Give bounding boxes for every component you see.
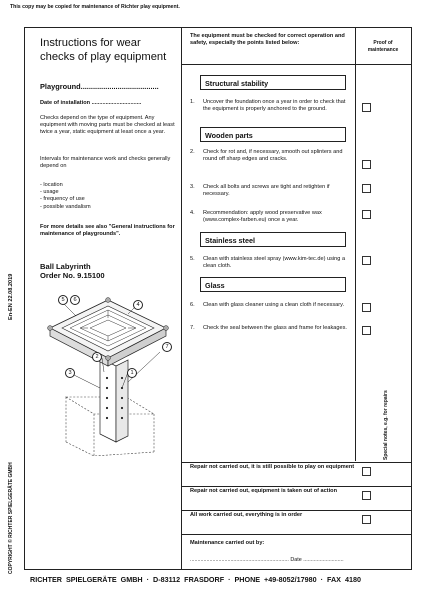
item-number: 6. (190, 302, 195, 308)
repair2-checkbox[interactable] (362, 491, 371, 500)
all-work-done: All work carried out, everything is in order (190, 512, 303, 518)
maintenance-carried-out-by: Maintenance carried out by: (190, 540, 265, 546)
bullet-item: - frequency of use (40, 196, 85, 203)
header-divider (181, 64, 411, 65)
bullet-list (40, 182, 178, 211)
callout-5: 5 (58, 295, 68, 305)
copyright-text: COPYRIGHT © RICHTER SPIELGERÄTE GMBH (8, 462, 14, 574)
bullet-item: - possible vandalism (40, 203, 91, 210)
repair-not-carried-out-of-action: Repair not carried out, equipment is taken out of action (190, 488, 338, 494)
company-footer: RICHTER SPIELGERÄTE GMBH · D-83112 FRASDORF · PHONE +49-8052/17980 · FAX 4180 (30, 575, 361, 584)
ball-labyrinth-drawing (36, 292, 184, 456)
order-number: Order No. 9.15100 (40, 271, 105, 281)
bottom-divider-3 (181, 510, 411, 511)
product-info (40, 262, 178, 281)
checks-depend-text: Checks depend on the type of equipment. Any equipment with moving parts must be checked at least twice a year, static equipment at least once a year. (40, 115, 175, 136)
document-date: En-EN 22.08.2019 (8, 273, 14, 320)
item-number: 1. (190, 99, 195, 105)
item-text: Clean with stainless steel spray (www.kim-tec.de) using a clean cloth. (203, 256, 346, 269)
item-text: Check for rot and, if necessary, smooth out splinters and round off sharp edges and cracks. (203, 149, 343, 162)
done-checkbox[interactable] (362, 515, 371, 524)
section-stainless-steel: Stainless steel (200, 232, 346, 247)
header-text: The equipment must be checked for correct operation and safety, especially the points listed below: (190, 33, 345, 47)
proof-checkbox-2[interactable] (362, 160, 371, 169)
proof-checkbox-3[interactable] (362, 184, 371, 193)
item-number: 2. (190, 149, 195, 155)
bottom-divider-1 (181, 462, 411, 463)
proof-checkbox-4[interactable] (362, 210, 371, 219)
intervals-text: Intervals for maintenance work and checks generally depend on (40, 156, 171, 170)
copy-note: This copy may be copied for maintenance of Richter play equipment. (10, 4, 180, 10)
product-name: Ball Labyrinth (40, 262, 91, 271)
proof-label: Proof of maintenance (367, 40, 399, 53)
bullet-item: - usage (40, 189, 59, 196)
callout-7: 7 (162, 342, 172, 352)
item-text: Uncover the foundation once a year in order to check that the equipment is properly anchored to the ground. (203, 99, 346, 112)
bottom-divider-2 (181, 486, 411, 487)
item-number: 7. (190, 325, 195, 331)
title-line-2: checks of play equipment (40, 51, 167, 63)
section-glass: Glass (200, 277, 346, 292)
item-text: Check the seal between the glass and frame for leakages. (203, 325, 347, 331)
section-structural-stability: Structural stability (200, 75, 346, 90)
proof-column-divider (355, 28, 356, 461)
callout-6: 6 (70, 295, 80, 305)
date-installation-field[interactable]: Date of installation ................................ (40, 100, 142, 106)
section-wooden-parts: Wooden parts (200, 127, 346, 142)
bottom-divider-4 (181, 534, 411, 535)
item-number: 3. (190, 184, 195, 190)
item-text: Check all bolts and screws are tight and retighten if necessary. (203, 184, 330, 197)
repair-not-carried-playable: Repair not carried out, it is still possible to play on equipment (190, 464, 355, 470)
callout-1: 1 (127, 368, 137, 378)
item-text: Recommendation: apply wood preservative wax (www.complex-farben.eu) once a year. (203, 210, 322, 223)
signature-date-line[interactable]: .................................................................. Date ........................... (190, 557, 344, 563)
playground-field[interactable]: Playground...................................... (40, 82, 159, 91)
bullet-item: - location (40, 182, 63, 188)
proof-checkbox-6[interactable] (362, 303, 371, 312)
callout-4: 4 (133, 300, 143, 310)
proof-checkbox-5[interactable] (362, 256, 371, 265)
proof-checkbox-1[interactable] (362, 103, 371, 112)
special-notes-label: Special notes, e.g. for repairs (383, 390, 389, 460)
item-number: 4. (190, 210, 195, 216)
proof-checkbox-7[interactable] (362, 326, 371, 335)
repair1-checkbox[interactable] (362, 467, 371, 476)
callout-3: 3 (65, 368, 75, 378)
title-line-1: Instructions for wear (40, 37, 141, 49)
more-details-text: For more details see also "General instructions for maintenance of playgrounds". (40, 224, 175, 238)
item-text: Clean with glass cleaner using a clean cloth if necessary. (203, 302, 345, 308)
callout-2: 2 (92, 352, 102, 362)
page-title (40, 36, 190, 64)
item-number: 5. (190, 256, 195, 262)
